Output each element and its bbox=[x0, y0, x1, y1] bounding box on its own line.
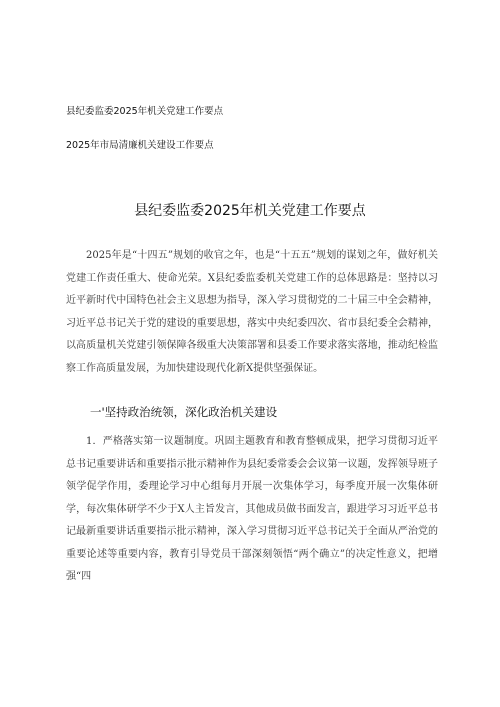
toc-item-1: 县纪委监委2025年机关党建工作要点 bbox=[66, 106, 224, 117]
section-1-paragraph-1: 1．严格落实第一议题制度。巩固主题教育和教育整顿成果，把学习贯彻习近平总书记重要讲话和重要指示批示精神作为县纪委常委会会议第一议题，发挥领导班子领学促学作用，委理论学习中心组每月开展一次集体学习，每季度开展一次集体研学，每次集体研学不少于X人主旨发言，其他成员做书面发言，跟进学习习近平总书记最新重要讲话重要指示批示精神，深入学习贯彻习近平总书记关于全面从严治党的重要论述等重要内容，教育引导党员干部深刻领悟“两个确立”的决定性意义，把增强“四 bbox=[66, 436, 438, 582]
toc-item-2: 2025年市局清廉机关建设工作要点 bbox=[66, 140, 214, 151]
intro-paragraph: 2025年是“十四五”规划的收官之年，也是“十五五”规划的谋划之年，做好机关党建工作责任重大、使命光荣。X县纪委监委机关党建工作的总体思路是：坚持以习近平新时代中国特色社会主义思想为指导，深入学习贯彻党的二十届三中全会精神，习近平总书记关于党的建设的重要思想，落实中央纪委四次、省市县纪委全会精神，以高质量机关党建引领保障各级重大决策部署和县委工作要求落实落地，推动纪检监察工作高质量发展，为加快建设现代化新X提供坚强保证。 bbox=[66, 250, 438, 374]
document-title: 县纪委监委2025年机关党建工作要点 bbox=[134, 203, 366, 219]
section-1-heading: 一'坚持政治统领，深化政治机关建设 bbox=[90, 405, 278, 419]
